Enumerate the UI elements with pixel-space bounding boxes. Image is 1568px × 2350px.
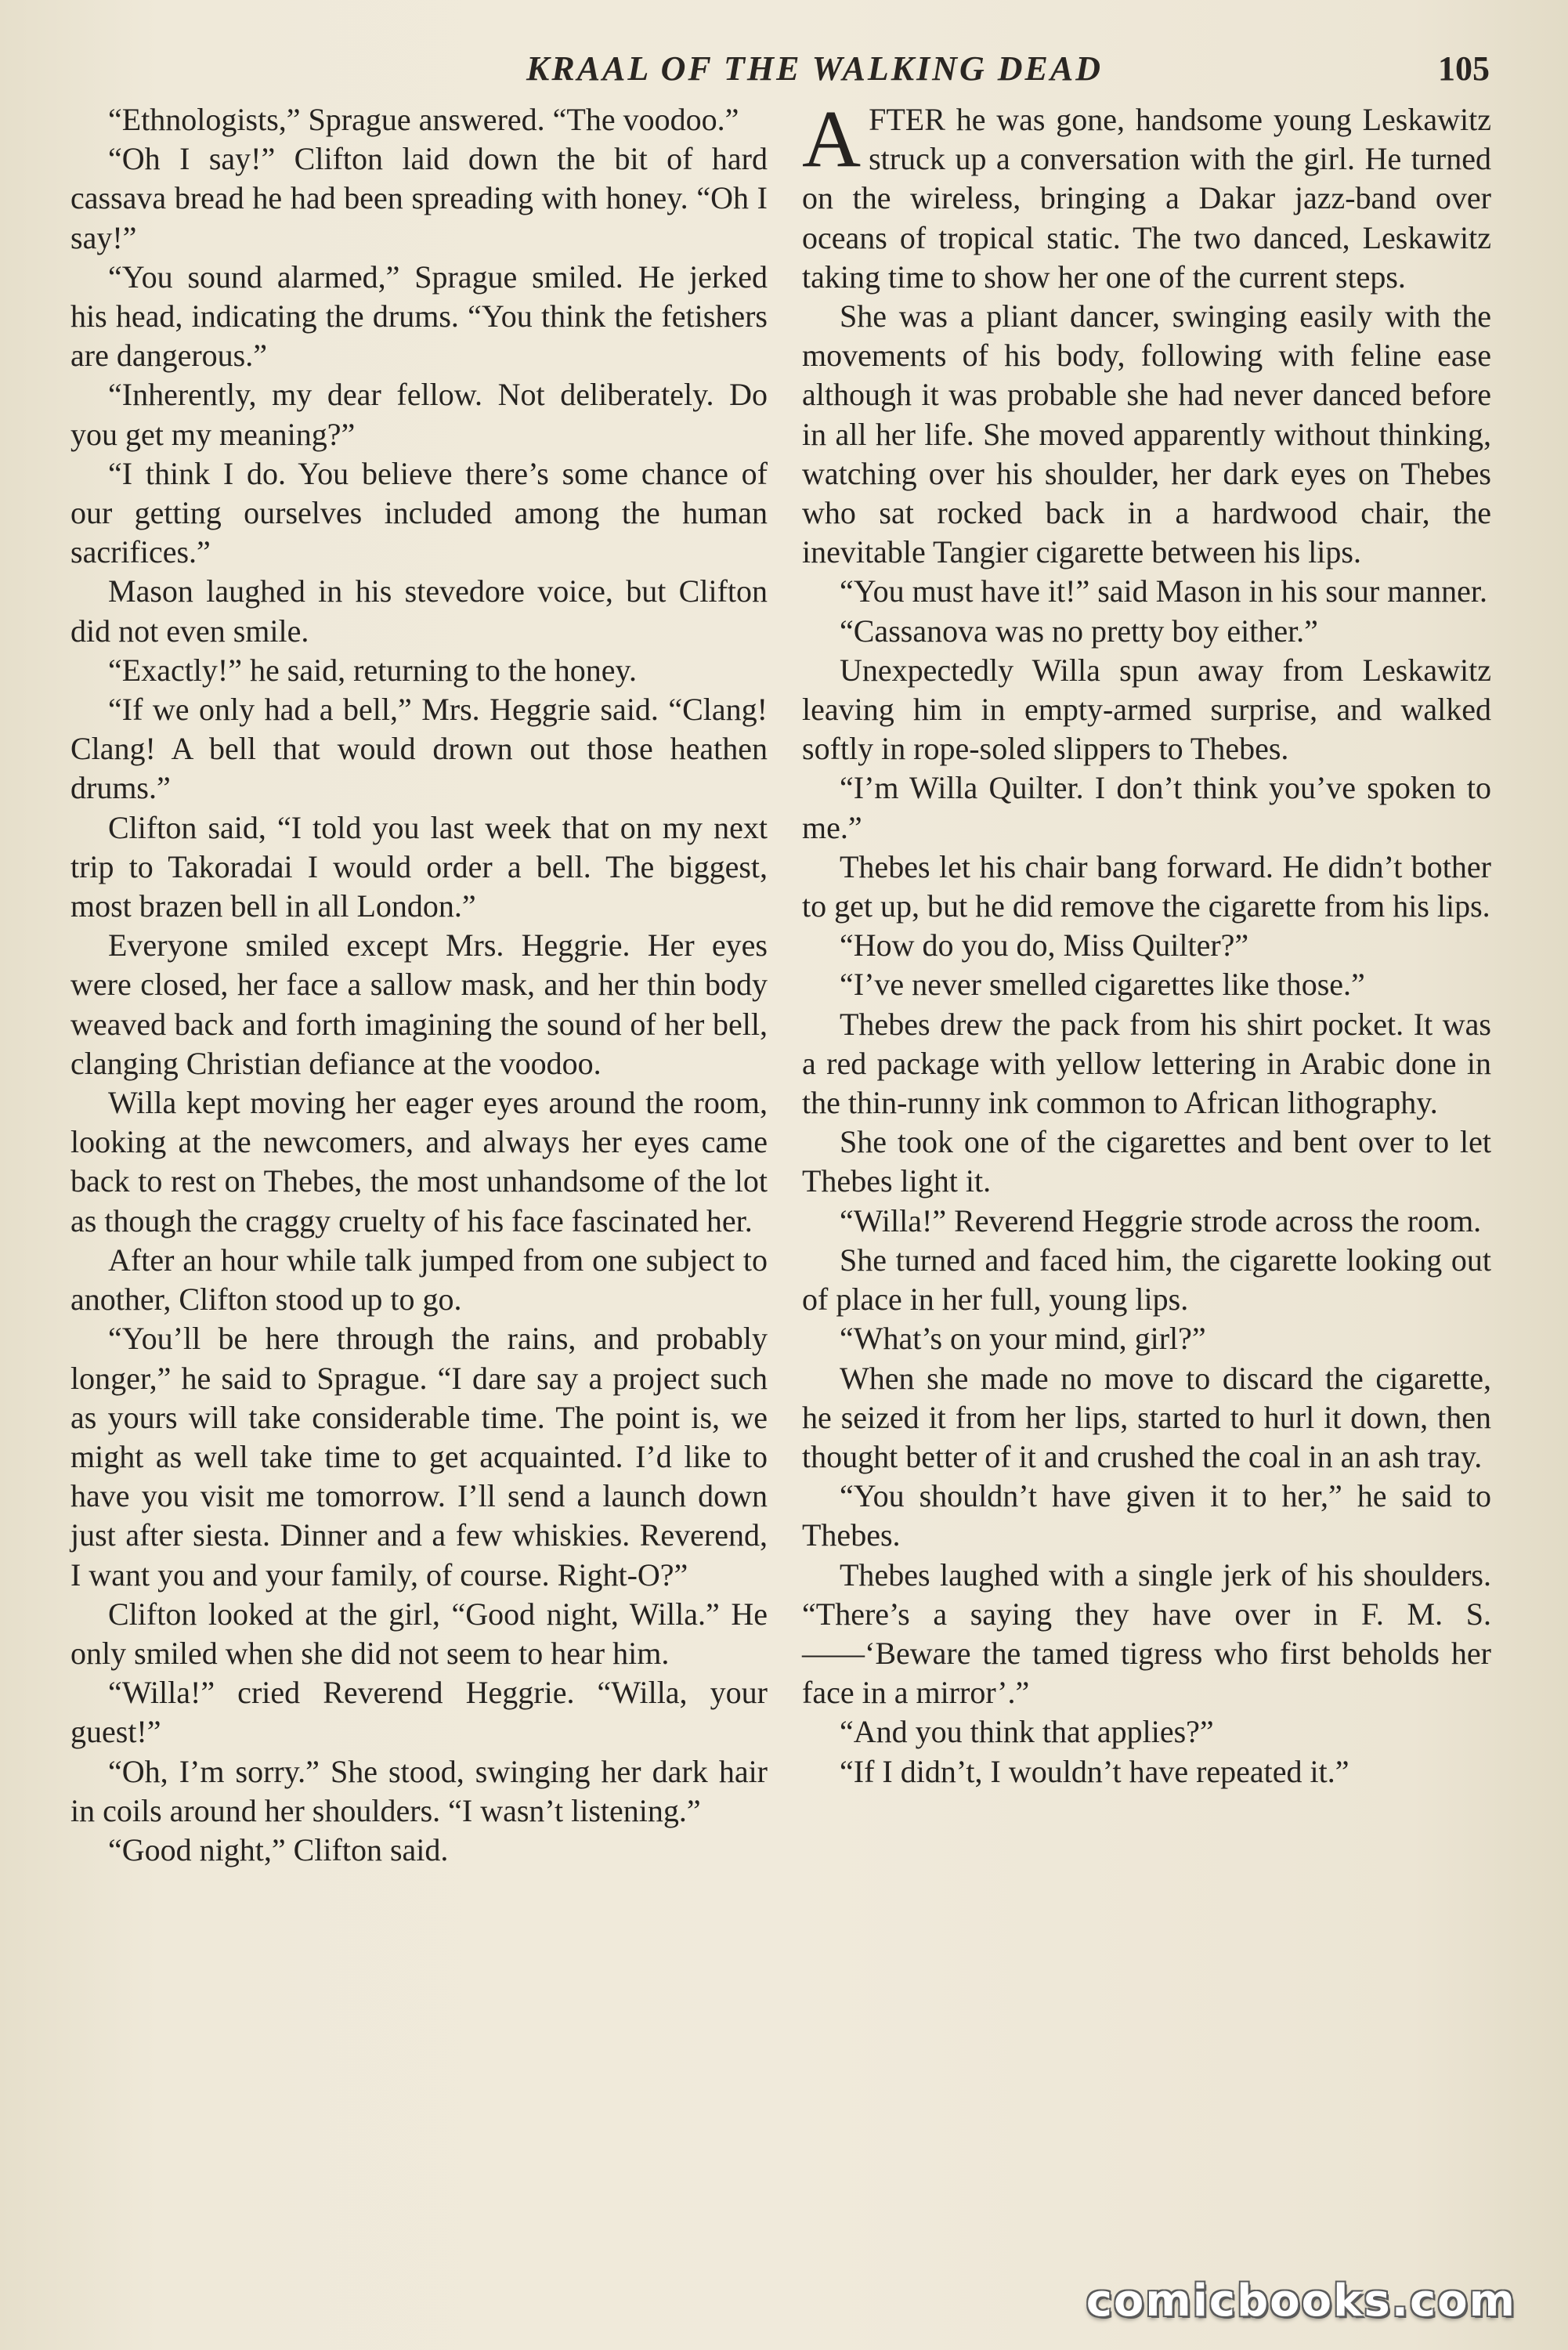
paragraph: Willa kept moving her eager eyes around the room, looking at the newcomers, and always her eyes came back to rest on Thebes, the most unhandsome of the lot as though the craggy cruelty of his face fascinated her. [70, 1085, 768, 1238]
paragraph: “If we only had a bell,” Mrs. Heggrie said. “Clang! Clang! A bell that would drown out those heathen drums.” [70, 692, 768, 806]
paragraph: She took one of the cigarettes and bent over to let Thebes light it. [802, 1124, 1491, 1199]
running-title: KRAAL OF THE WALKING DEAD [526, 49, 1103, 88]
paragraph: She turned and faced him, the cigarette looking out of place in her full, young lips. [802, 1242, 1491, 1318]
paragraph: She was a pliant dancer, swinging easily with the movements of his body, following with feline ease although it was probable she had never danced before in all her life. She moved apparently without thinking, watching over his shoulder, her dark eyes on Thebes who sat rocked back in a hardwood chair, the inevitable Tangier cigarette between his lips. [802, 298, 1491, 570]
paragraph: “I think I do. You believe there’s some chance of our getting ourselves included among the human sacrifices.” [70, 455, 768, 570]
paragraph: “And you think that applies?” [840, 1714, 1214, 1750]
paragraph: “Oh, I’m sorry.” She stood, swinging her dark hair in coils around her shoulders. “I wasn’t listening.” [70, 1753, 768, 1828]
paragraph: “Ethnologists,” Sprague answered. “The voodoo.” [108, 102, 739, 137]
paragraph: “Willa!” Reverend Heggrie strode across the room. [840, 1202, 1482, 1238]
drop-cap: A [802, 94, 862, 184]
paragraph: When she made no move to discard the cigarette, he seized it from her lips, started to hurl it down, then thought better of it and crushed the coal in an ash tray. [802, 1360, 1491, 1474]
paragraph: Clifton said, “I told you last week that on my next trip to Takoradai I would order a bell. The biggest, most brazen bell in all London.” [70, 809, 768, 924]
paragraph: Unexpectedly Willa spun away from Leskawitz leaving him in empty-armed surprise, and walked softly in rope-soled slippers to Thebes. [802, 652, 1491, 767]
opening-paragraph-text: FTER he was gone, handsome young Leskawitz struck up a conversation with the girl. He turned on the wireless, bringing a Dakar jazz-band over oceans of tropical static. The two danced, Leskawitz taking time to show her one of the current steps. [802, 102, 1491, 295]
section-opening-paragraph [802, 94, 1491, 297]
right-column [802, 94, 1491, 2294]
paragraph: “If I didn’t, I wouldn’t have repeated it.” [840, 1753, 1349, 1789]
paragraph: “How do you do, Miss Quilter?” [840, 927, 1249, 964]
paragraph: “I’m Willa Quilter. I don’t think you’ve spoken to me.” [802, 770, 1491, 845]
paragraph: Mason laughed in his stevedore voice, but Clifton did not even smile. [70, 573, 768, 649]
page-number: 105 [1438, 49, 1490, 88]
paragraph: Thebes let his chair bang forward. He didn’t bother to get up, but he did remove the cigarette from his lips. [802, 848, 1491, 924]
paragraph: “Oh I say!” Clifton laid down the bit of hard cassava bread he had been spreading with honey. “Oh I say!” [70, 141, 768, 255]
paragraph: Thebes drew the pack from his shirt pocket. It was a red package with yellow lettering in Arabic done in the thin-runny ink common to African lithography. [802, 1006, 1491, 1121]
paragraph: “You sound alarmed,” Sprague smiled. He jerked his head, indicating the drums. “You think the fetishers are dangerous.” [70, 258, 768, 374]
paragraph: “I’ve never smelled cigarettes like those.” [840, 967, 1365, 1003]
paragraph: “Cassanova was no pretty boy either.” [840, 613, 1318, 649]
paragraph: “Inherently, my dear fellow. Not deliberately. Do you get my meaning?” [70, 377, 768, 452]
paragraph: “Good night,” Clifton said. [108, 1831, 449, 1867]
paragraph: Everyone smiled except Mrs. Heggrie. Her eyes were closed, her face a sallow mask, and her thin body weaved back and forth imagining the sound of her bell, clanging Christian defiance at the voodoo. [70, 927, 768, 1081]
paragraph: “You must have it!” said Mason in his sour manner. [840, 573, 1487, 609]
left-column [70, 100, 768, 2294]
paragraph: “Exactly!” he said, returning to the honey. [108, 652, 637, 688]
paragraph: After an hour while talk jumped from one subject to another, Clifton stood up to go. [70, 1242, 768, 1318]
paragraph: “Willa!” cried Reverend Heggrie. “Willa, your guest!” [70, 1675, 768, 1750]
paragraph: “What’s on your mind, girl?” [840, 1321, 1206, 1357]
paragraph: “You shouldn’t have given it to her,” he said to Thebes. [802, 1478, 1491, 1553]
paragraph: Clifton looked at the girl, “Good night, Willa.” He only smiled when she did not seem to hear him. [70, 1596, 768, 1671]
watermark-logo: comicbooks.com [1086, 2276, 1516, 2326]
paragraph: Thebes laughed with a single jerk of his shoulders. “There’s a saying they have over in F. M. S.——‘Beware the tamed tigress who first beholds her face in a mirror’.” [802, 1556, 1491, 1711]
paragraph: “You’ll be here through the rains, and probably longer,” he said to Sprague. “I dare say a project such as yours will take considerable time. The point is, we might as well take time to get acquainted. I’d like to have you visit me tomorrow. I’ll send a launch down just after siesta. Dinner and a few whiskies. Reverend, I want you and your family, of course. Right-O?” [70, 1321, 768, 1593]
